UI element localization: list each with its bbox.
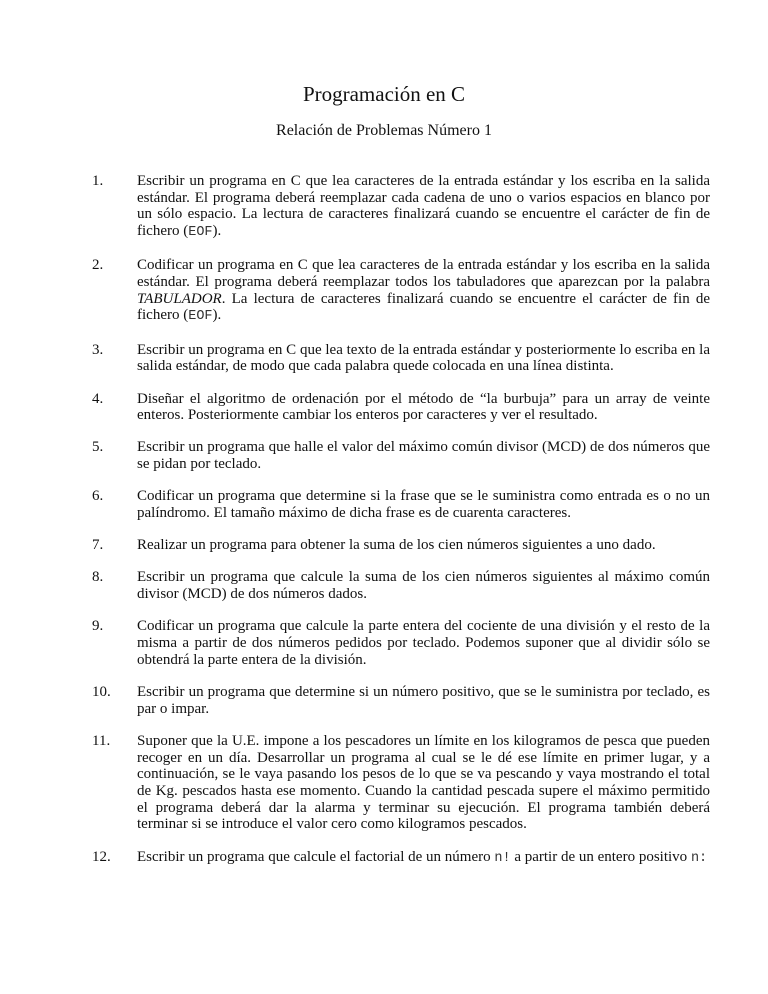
problem-item: [92, 257, 710, 326]
text-segment: . La lectura de caracteres finalizará cuando se encuentre el carácter de fin de fichero (: [137, 290, 710, 324]
problem-text: Codificar un programa que determine si la frase que se le suministra como entrada es o no un palíndromo. El tamaño máximo de dicha frase es de cuarenta caracteres.: [137, 488, 710, 522]
problem-number: 12.: [92, 848, 111, 865]
problem-item: [92, 849, 710, 868]
problem-number: 10.: [92, 683, 111, 700]
text-segment: Escribir un programa que calcule el factorial de un número: [137, 848, 495, 865]
problem-item: [92, 684, 710, 717]
problem-number: 5.: [92, 439, 104, 456]
problem-text: Suponer que la U.E. impone a los pescadores un límite en los kilogramos de pesca que pueden recoger en un día. Desarrollar un programa al cual se le dé ese límite en primer lugar, y a continuación, se le vaya pasando los pesos de lo que se va pescando y vaya mostrando el total de Kg. pescados hasta ese momento. Cuando la cantidad pescada supere el máximo permitido el programa deberá dar la alarma y terminar su ejecución. El programa también deberá terminar si se introduce el valor cero como kilogramos pescados.: [137, 732, 710, 833]
problem-number: 8.: [92, 569, 104, 586]
problem-text: Escribir un programa que determine si un número positivo, que se le suministra por teclado, es par o impar.: [137, 683, 710, 717]
problem-text: [137, 257, 710, 326]
problem-item: [92, 439, 710, 472]
problem-number: 4.: [92, 390, 104, 407]
problem-text: Escribir un programa que halle el valor del máximo común divisor (MCD) de dos números que se pidan por teclado.: [137, 439, 710, 473]
problem-number: 9.: [92, 618, 104, 635]
text-segment: Codificar un programa en C que lea caracteres de la entrada estándar y los escriba en la salida estándar. El programa deberá reemplazar todos los tabuladores que aparezcan por la palabra: [137, 257, 710, 291]
problem-text: Realizar un programa para obtener la suma de los cien números siguientes a uno dado.: [137, 537, 656, 554]
problem-number: 1.: [92, 173, 104, 189]
problem-number: 11.: [92, 732, 111, 749]
problem-number: 3.: [92, 341, 104, 358]
problem-number: 6.: [92, 488, 104, 505]
problem-text: Escribir un programa en C que lea texto de la entrada estándar y posteriormente lo escriba en la salida estándar, de modo que cada palabra quede colocada en una línea distinta.: [137, 341, 710, 375]
text-segment: ).: [212, 223, 222, 240]
problem-number: 2.: [92, 257, 104, 274]
problem-item: [92, 173, 710, 242]
text-segment: Escribir un programa en C que lea caracteres de la entrada estándar y los escriba en la salida estándar. El programa deberá reemplazar cada cadena de uno o varios espacios en blanco por un sólo espacio. La lectura de caracteres finalizará cuando se encuentre el carácter de fin de fichero (: [137, 173, 710, 240]
problem-item: [92, 488, 710, 521]
problem-text: Escribir un programa que calcule la suma de los cien números siguientes al máximo común divisor (MCD) de dos números dados.: [137, 569, 710, 603]
problem-number: 7.: [92, 537, 104, 554]
document-subtitle: Relación de Problemas Número 1: [276, 122, 492, 139]
code-factorial: n!: [494, 850, 511, 866]
problem-item: [92, 342, 710, 375]
code-n: n:: [690, 850, 708, 866]
text-segment: a partir de un entero positivo: [510, 848, 691, 865]
problem-text: [137, 173, 710, 242]
problem-item: [92, 569, 710, 602]
document-title: Programación en C: [302, 82, 466, 106]
problem-text: Codificar un programa que calcule la parte entera del cociente de una división y el resto de la misma a partir de dos números pedidos por teclado. Podemos suponer que al dividir sólo se obtendrá la parte entera de la división.: [137, 618, 710, 668]
italic-term: TABULADOR: [137, 290, 222, 307]
problem-item: [92, 391, 710, 424]
text-segment: ).: [212, 307, 222, 324]
problem-item: [92, 537, 710, 554]
code-eof: EOF: [188, 225, 213, 241]
problem-text: [137, 849, 710, 868]
problem-list: [92, 173, 710, 883]
code-eof: EOF: [188, 309, 213, 325]
problem-item: [92, 733, 710, 833]
problem-text: Diseñar el algoritmo de ordenación por el método de “la burbuja” para un array de veinte enteros. Posteriormente cambiar los enteros por caracteres y ver el resultado.: [137, 390, 710, 424]
problem-item: [92, 618, 710, 668]
